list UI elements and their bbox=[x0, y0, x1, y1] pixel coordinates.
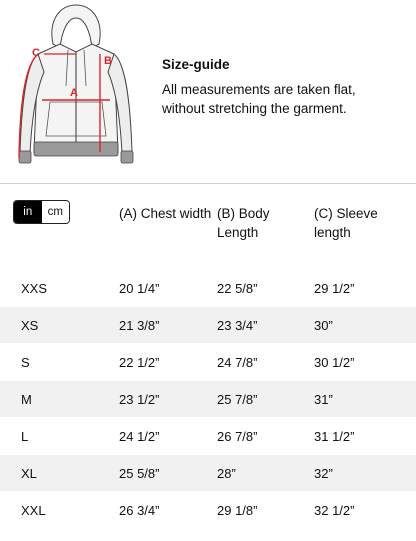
unit-option-cm[interactable]: cm bbox=[42, 201, 70, 223]
sleeve-cell: 29 1/2” bbox=[314, 280, 355, 296]
table-row bbox=[0, 307, 416, 343]
chest-cell: 20 1/4” bbox=[119, 280, 160, 296]
unit-toggle[interactable] bbox=[13, 200, 70, 224]
body-cell: 29 1/8” bbox=[217, 502, 258, 518]
sleeve-cell: 30” bbox=[314, 317, 333, 333]
size-cell: S bbox=[21, 354, 30, 370]
size-cell: XXL bbox=[21, 502, 46, 518]
size-cell: XL bbox=[21, 465, 37, 481]
chest-cell: 21 3/8” bbox=[119, 317, 160, 333]
size-cell: XS bbox=[21, 317, 39, 333]
unit-option-in[interactable]: in bbox=[14, 201, 42, 223]
body-cell: 25 7/8” bbox=[217, 391, 258, 407]
column-header-chest: (A) Chest width bbox=[119, 206, 212, 221]
hoodie-measurement-illustration bbox=[8, 2, 144, 170]
table-row bbox=[0, 344, 416, 380]
column-header-sleeve: (C) Sleeve length bbox=[314, 206, 378, 240]
sleeve-cell: 32 1/2” bbox=[314, 502, 355, 518]
sleeve-cell: 30 1/2” bbox=[314, 354, 355, 370]
label-b: B bbox=[104, 55, 112, 67]
body-cell: 22 5/8” bbox=[217, 280, 258, 296]
chest-cell: 23 1/2” bbox=[119, 391, 160, 407]
sleeve-cell: 31 1/2” bbox=[314, 428, 355, 444]
body-cell: 28” bbox=[217, 465, 236, 481]
chest-cell: 25 5/8” bbox=[119, 465, 160, 481]
size-cell: XXS bbox=[21, 280, 48, 296]
table-row bbox=[0, 270, 416, 306]
section-divider bbox=[0, 183, 416, 184]
size-guide-title: Size-guide bbox=[162, 57, 230, 72]
body-cell: 23 3/4” bbox=[217, 317, 258, 333]
sleeve-cell: 31” bbox=[314, 391, 333, 407]
table-row bbox=[0, 418, 416, 454]
size-guide-description: All measurements are taken flat, without stretching the garment. bbox=[162, 82, 356, 116]
label-a: A bbox=[70, 87, 78, 99]
body-cell: 26 7/8” bbox=[217, 428, 258, 444]
body-cell: 24 7/8” bbox=[217, 354, 258, 370]
label-c: C bbox=[32, 47, 40, 59]
size-cell: M bbox=[21, 391, 32, 407]
table-row bbox=[0, 492, 416, 528]
chest-cell: 26 3/4” bbox=[119, 502, 160, 518]
column-header-body: (B) Body Length bbox=[217, 206, 270, 240]
sleeve-cell: 32” bbox=[314, 465, 333, 481]
chest-cell: 24 1/2” bbox=[119, 428, 160, 444]
table-row bbox=[0, 381, 416, 417]
chest-cell: 22 1/2” bbox=[119, 354, 160, 370]
hoodie-icon bbox=[8, 2, 144, 170]
table-row bbox=[0, 455, 416, 491]
size-cell: L bbox=[21, 428, 29, 444]
